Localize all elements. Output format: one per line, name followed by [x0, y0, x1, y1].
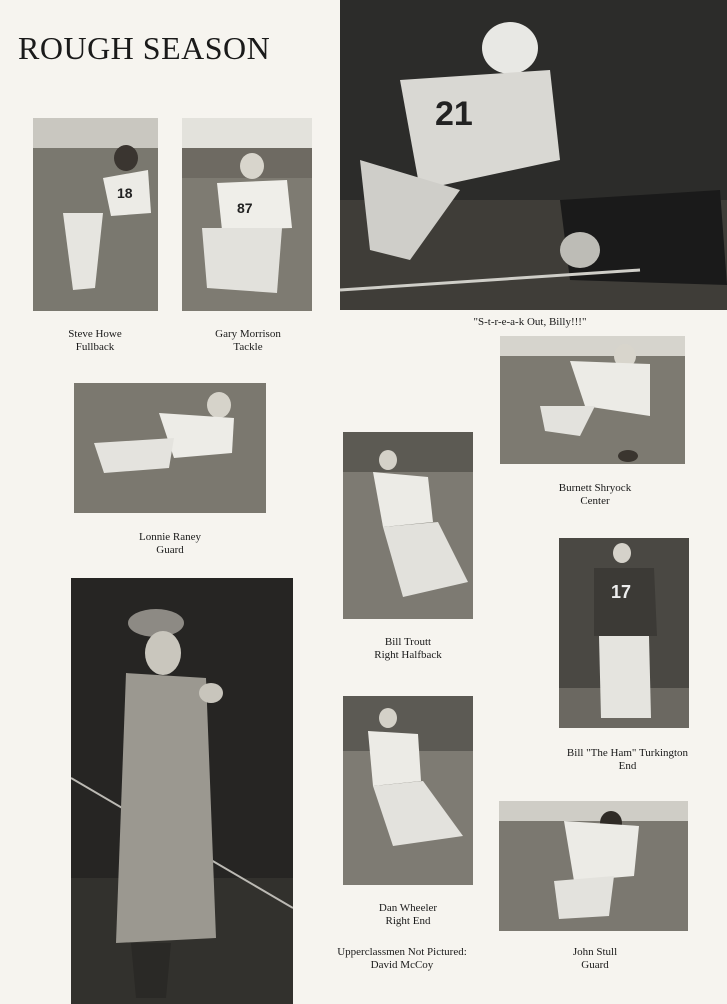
caption-name: John Stull [572, 946, 618, 958]
photo-coach [71, 578, 293, 1004]
caption-dan-wheeler [343, 902, 473, 928]
photo-john-stull [499, 801, 688, 931]
caption-name: Bill Troutt [384, 636, 432, 648]
caption-position: End [618, 760, 637, 772]
caption-name: David McCoy [370, 959, 434, 971]
caption-steve-howe [40, 328, 150, 354]
caption-name: Lonnie Raney [138, 531, 201, 543]
caption-gary-morrison [188, 328, 308, 354]
caption-text: "S-t-r-e-a-k Out, Billy!!!" [473, 316, 587, 328]
caption-bill-troutt [343, 636, 473, 662]
photo-bill-troutt [343, 432, 473, 619]
caption-position: Center [580, 495, 610, 507]
jersey-number-steve-howe: 18 [117, 185, 133, 201]
caption-position: Right Halfback [374, 649, 442, 661]
caption-lonnie-raney [105, 531, 235, 557]
caption-position: Guard [156, 544, 184, 556]
photo-gary-morrison [182, 118, 312, 311]
photo-dan-wheeler [343, 696, 473, 885]
caption-label: Upperclassmen Not Pictured: [337, 946, 467, 958]
caption-name: Bill "The Ham" Turkington [566, 747, 689, 759]
caption-bill-turkington [540, 747, 715, 773]
caption-name: Steve Howe [68, 328, 122, 340]
page-title: ROUGH SEASON [18, 30, 271, 66]
caption-position: Right End [385, 915, 431, 927]
caption-position: Fullback [75, 341, 115, 353]
photo-lonnie-raney [74, 383, 266, 513]
caption-name: Gary Morrison [215, 328, 281, 340]
caption-position: Tackle [233, 341, 263, 353]
photo-bill-turkington [559, 538, 689, 728]
caption-action-shot [420, 316, 640, 329]
caption-not-pictured [312, 946, 492, 972]
caption-name: Burnett Shryock [558, 482, 632, 494]
photo-steve-howe [33, 118, 158, 311]
caption-burnett-shryock [530, 482, 660, 508]
jersey-number-bill-turkington: 17 [611, 582, 632, 602]
jersey-number-gary-morrison: 87 [237, 200, 253, 216]
caption-name: Dan Wheeler [378, 902, 438, 914]
caption-position: Guard [581, 959, 609, 971]
photo-burnett-shryock [500, 336, 685, 464]
caption-john-stull [530, 946, 660, 972]
photo-action-shot [340, 0, 727, 310]
jersey-number-action-player: 21 [435, 95, 473, 133]
